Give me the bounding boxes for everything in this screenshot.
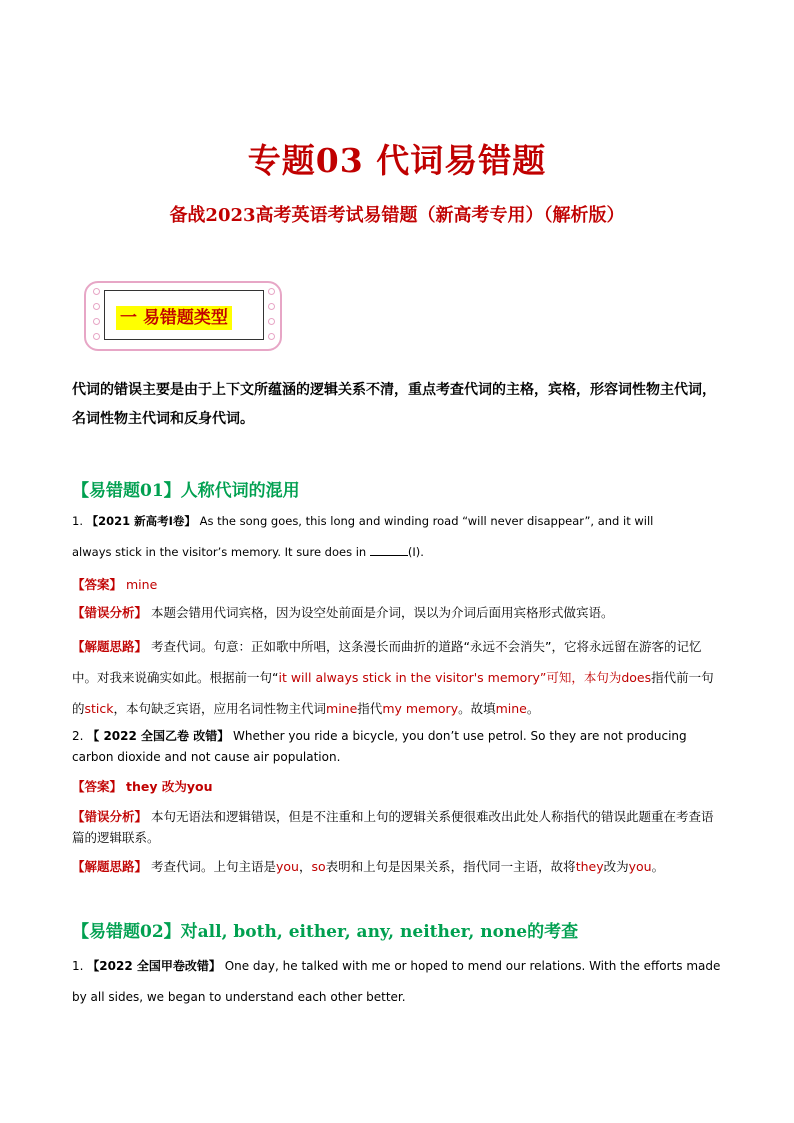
question-text: (I). <box>407 545 424 559</box>
solution-row <box>72 856 722 877</box>
solution-text: 考查代词。上句主语是 <box>151 859 277 874</box>
answer-row <box>72 771 722 802</box>
solution-text: ，本句缺乏宾语，应用名词性物主代词 <box>113 701 327 716</box>
solution-text: 考查代词。句意：正如歌中所唱，这条漫长而曲折的道路“永远不会消失”，它将永远留在游客的记忆中。对我来说确实如此。根据前一句“ <box>72 639 702 685</box>
solution-label: 【解题思路】 <box>72 639 148 654</box>
error-analysis-text: 本题会错用代词宾格，因为设空处前面是介词，误以为介词后面用宾格形式做宾语。 <box>151 605 614 620</box>
badge-heart-icon <box>93 333 100 340</box>
section-heading: 【易错题02】对all, both, either, any, neither, none的考查 <box>72 922 579 942</box>
solution-text: 表明和上句是因果关系，指代同一主语，故将 <box>325 859 576 874</box>
answer-blank <box>370 544 408 556</box>
error-analysis-label: 【错误分析】 <box>72 605 148 620</box>
question-text: As the song goes, this long and winding road “will never disappear”, and it will <box>199 514 654 528</box>
badge-label: 一 易错题类型 <box>116 306 232 330</box>
solution-text: 。 <box>526 701 540 716</box>
solution-text: 。 <box>651 859 665 874</box>
solution-quote: it will always stick in the visitor's memory”可知，本句为 <box>278 670 622 685</box>
answer-row <box>72 569 722 600</box>
question-source: 【2021 新高考Ⅰ卷】 <box>86 514 196 528</box>
question-line <box>72 951 722 1013</box>
question-text: One day, he talked with me or hoped to mend our relations. With the efforts made by all sides, we began to understand each other better. <box>72 959 721 1004</box>
solution-keyword: mine <box>326 701 358 716</box>
solution-text: 指代 <box>357 701 383 716</box>
solution-text: 改为 <box>603 859 629 874</box>
error-analysis-label: 【错误分析】 <box>72 809 148 824</box>
badge-heart-icon <box>268 303 275 310</box>
document-subtitle: 备战2023高考英语考试易错题（新高考专用）（解析版） <box>169 205 625 226</box>
solution-keyword: my memory <box>382 701 459 716</box>
question-text: Whether you ride a bicycle, you don’t use petrol. So they are not producing carbon dioxide and not cause air population. <box>72 729 687 764</box>
solution-keyword: you <box>276 859 299 874</box>
solution-text: ， <box>298 859 312 874</box>
question-text: always stick in the visitor’s memory. It sure does in <box>72 545 370 559</box>
intro-paragraph: 代词的错误主要是由于上下文所蕴涵的逻辑关系不清，重点考查代词的主格，宾格，形容词性物主代词，名词性物主代词和反身代词。 <box>72 382 716 427</box>
question-number: 1. <box>72 959 84 973</box>
error-analysis-text: 本句无语法和逻辑错误，但是不注重和上句的逻辑关系便很难改出此处人称指代的错误此题重在考查语篇的逻辑联系。 <box>72 809 714 845</box>
answer-text: they 改为you <box>126 779 213 794</box>
badge-heart-icon <box>93 288 100 295</box>
answer-label: 【答案】 <box>72 779 123 794</box>
answer-text: mine <box>126 577 158 592</box>
question-line <box>72 513 722 529</box>
question-number: 1. <box>72 514 83 528</box>
section-heading: 【易错题01】人称代词的混用 <box>72 481 300 501</box>
badge-heart-icon <box>268 333 275 340</box>
solution-text: 。故填 <box>458 701 496 716</box>
solution-keyword: you <box>628 859 652 874</box>
answer-label: 【答案】 <box>72 577 123 592</box>
badge-heart-icon <box>93 303 100 310</box>
badge-heart-icon <box>93 318 100 325</box>
solution-label: 【解题思路】 <box>72 859 148 874</box>
solution-keyword: so <box>311 859 326 874</box>
solution-keyword: they <box>575 859 604 874</box>
question-number: 2. <box>72 729 84 743</box>
question-line <box>72 726 722 768</box>
error-analysis-row <box>72 806 722 848</box>
solution-keyword: mine <box>495 701 527 716</box>
question-source: 【2022 全国甲卷改错】 <box>87 959 221 973</box>
error-analysis-row <box>72 597 722 628</box>
badge-heart-icon <box>268 288 275 295</box>
question-line <box>72 544 722 560</box>
solution-row <box>72 631 722 724</box>
document-title: 专题03 代词易错题 <box>247 141 547 180</box>
badge-heart-icon <box>268 318 275 325</box>
solution-keyword: does <box>621 670 652 685</box>
solution-text: 指代前一句的 <box>72 670 714 716</box>
solution-keyword: stick <box>84 701 114 716</box>
question-source: 【 2022 全国乙卷 改错】 <box>87 729 230 743</box>
